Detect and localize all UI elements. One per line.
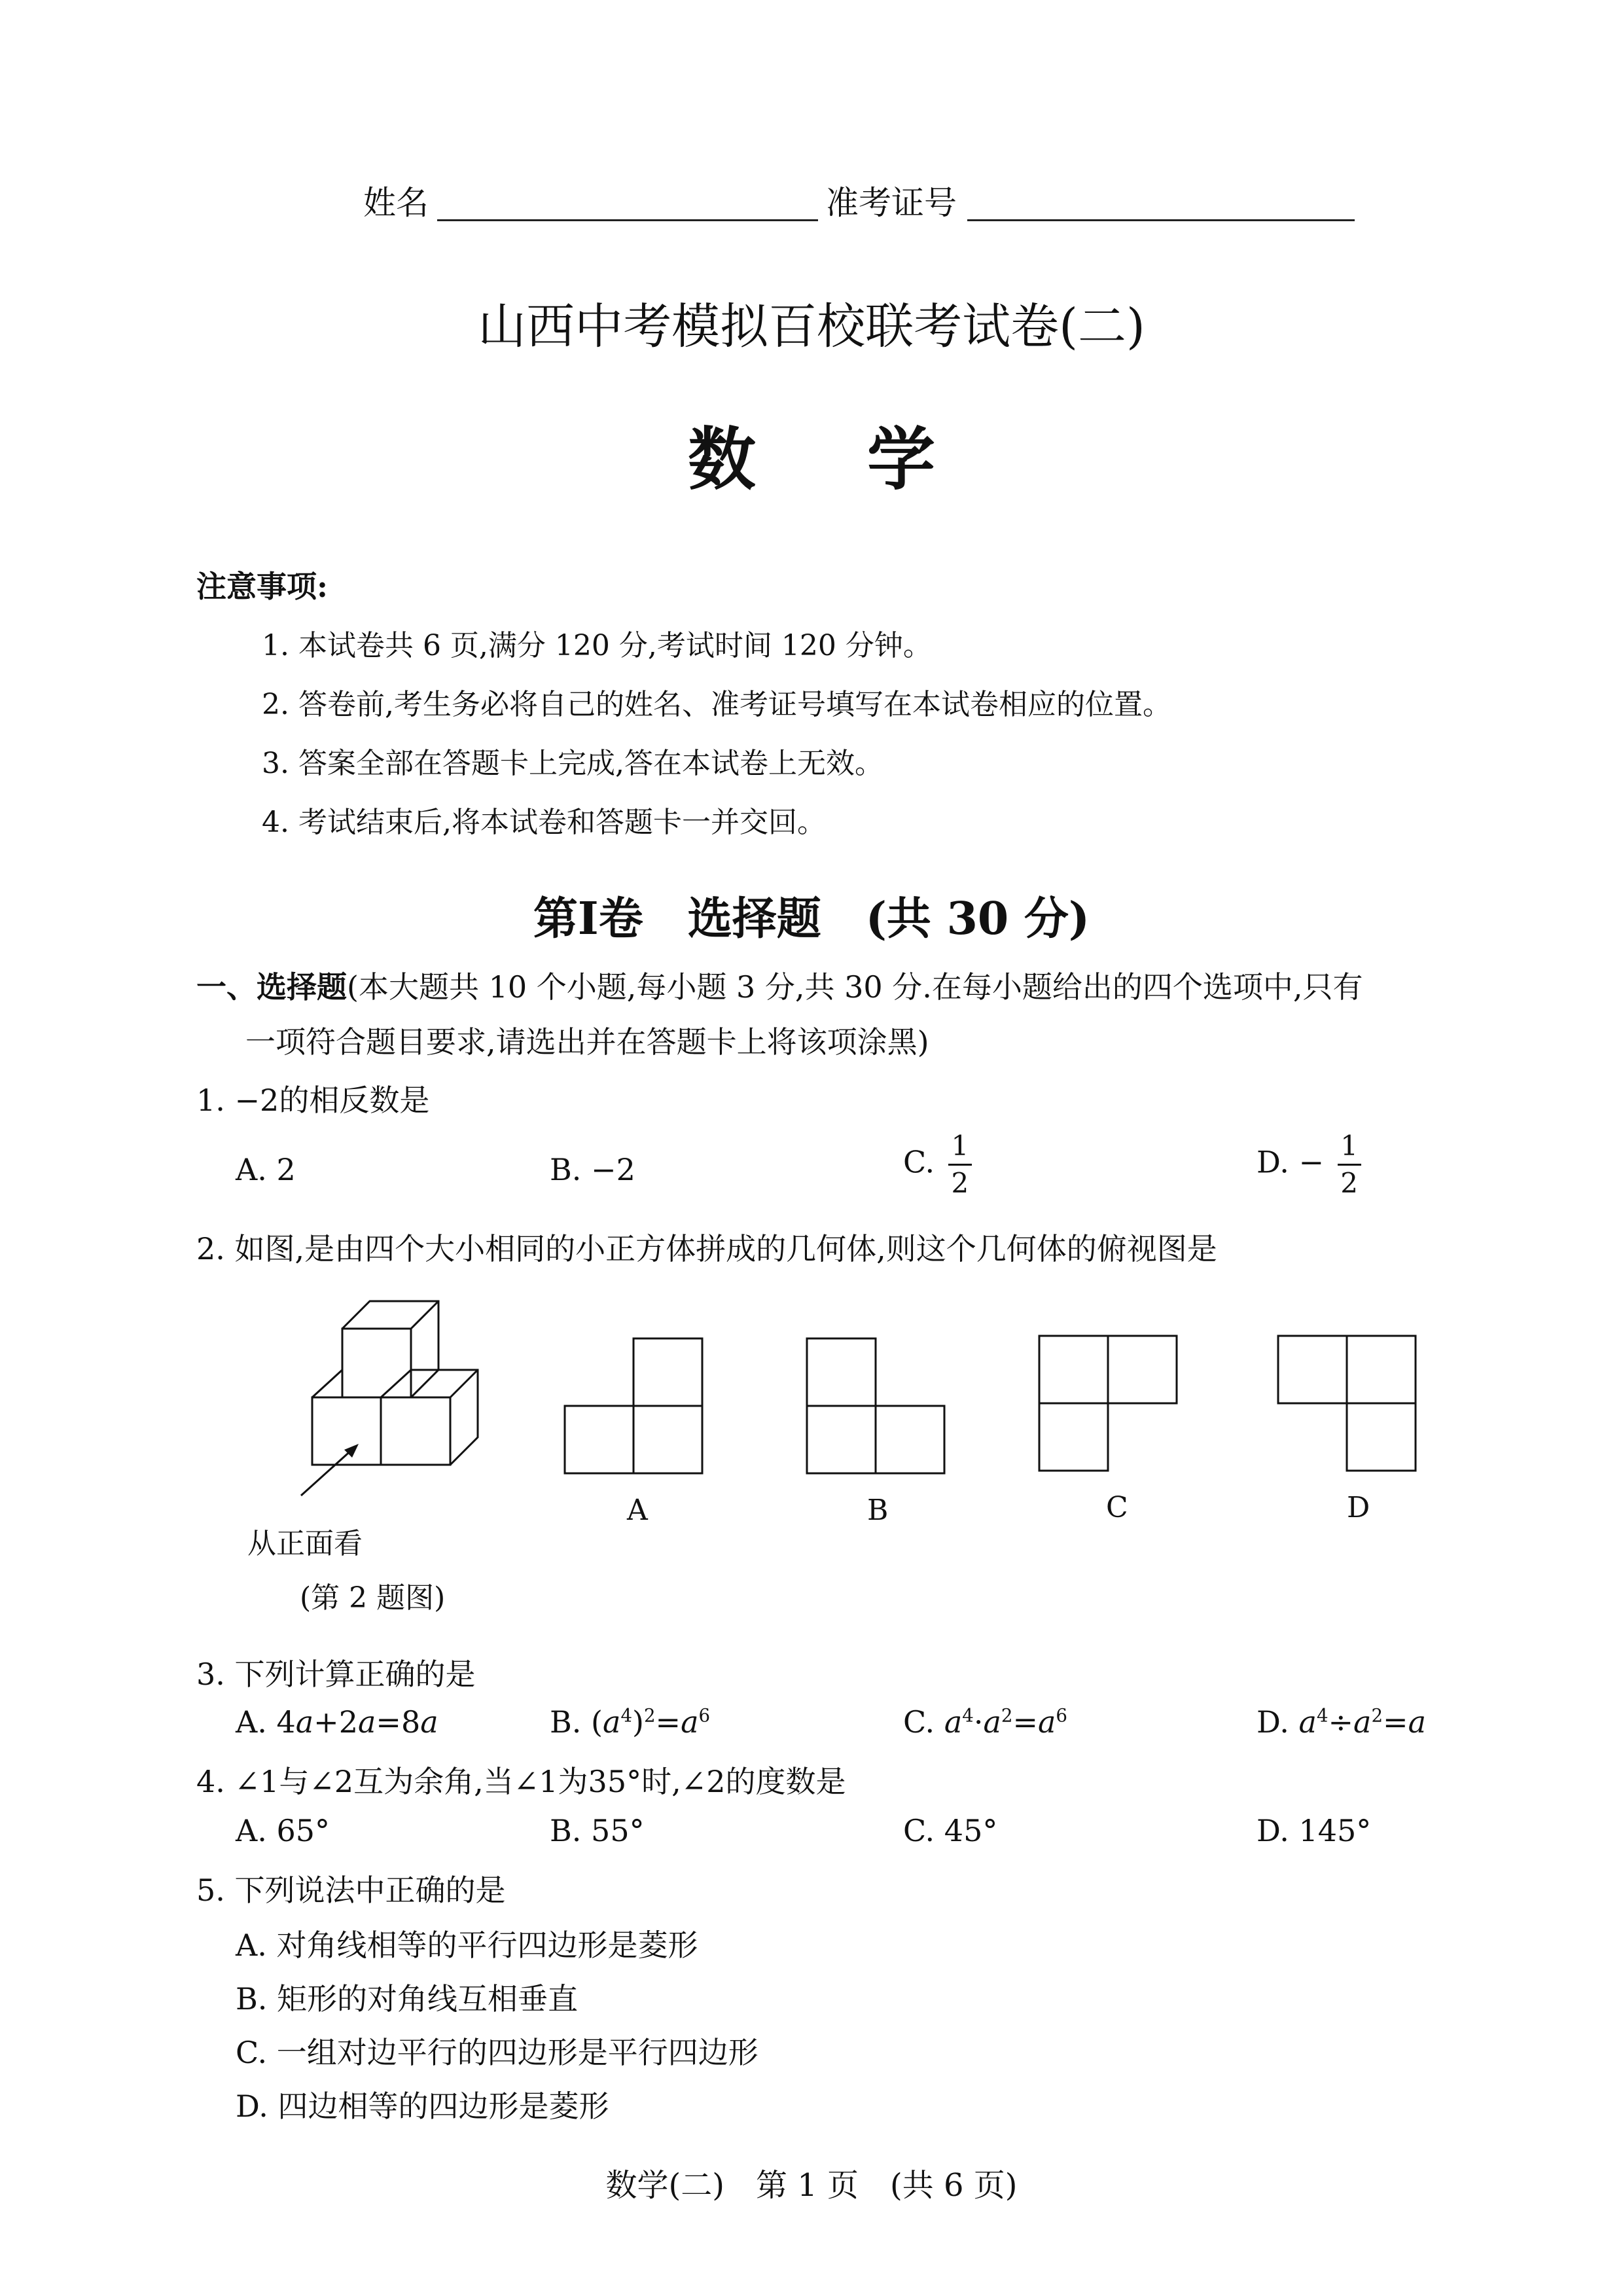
- q1-option-c-fraction: [948, 1131, 972, 1198]
- q5-option-c: C. 一组对边平行的四边形是平行四边形: [236, 2035, 758, 2070]
- notice-item: 2. 答卷前,考生务必将自己的姓名、准考证号填写在本试卷相应的位置。: [262, 688, 1171, 721]
- section-title: 第Ⅰ卷 选择题 (共 30 分): [533, 893, 1090, 945]
- q5-option-d: D. 四边相等的四边形是菱形: [236, 2089, 609, 2124]
- q1-option-d-fraction: [1338, 1131, 1361, 1198]
- q2-option-a-figure: [563, 1335, 707, 1479]
- q1-option-d: [1257, 1131, 1361, 1198]
- q3-stem: 3. 下列计算正确的是: [196, 1657, 476, 1692]
- fraction-numerator: 1: [951, 1130, 969, 1162]
- q5-option-a: A. 对角线相等的平行四边形是菱形: [236, 1928, 698, 1963]
- q2-option-b-figure: [805, 1335, 949, 1479]
- notice-item: 1. 本试卷共 6 页,满分 120 分,考试时间 120 分钟。: [262, 629, 932, 662]
- q1-option-c-prefix: C.: [903, 1144, 935, 1180]
- q5-option-b: B. 矩形的对角线互相垂直: [236, 1981, 579, 2017]
- notice-item: 4. 考试结束后,将本试卷和答题卡一并交回。: [262, 806, 826, 839]
- fraction-denominator: 2: [951, 1167, 969, 1200]
- q1-option-a: A. 2: [236, 1152, 296, 1187]
- q4-stem: 4. ∠1与∠2互为余角,当∠1为35°时,∠2的度数是: [196, 1764, 846, 1799]
- q4-option-a: A. 65°: [236, 1813, 330, 1848]
- q2-cube-figure: [288, 1289, 510, 1505]
- q1-stem: 1. −2的相反数是: [196, 1083, 430, 1118]
- q1-option-d-prefix: D. −: [1257, 1144, 1325, 1180]
- notice-item: 3. 答案全部在答题卡上完成,答在本试卷上无效。: [262, 747, 883, 780]
- subject-title: 数学: [687, 419, 1046, 499]
- q3-option-a: A. 4a+2a=8a: [236, 1704, 438, 1740]
- q2-option-d-label: D: [1347, 1491, 1370, 1524]
- exam-id-label: 准考证号: [826, 184, 957, 222]
- section-intro-bold: 一、选择题: [196, 969, 347, 1005]
- q4-option-d: D. 145°: [1257, 1813, 1372, 1848]
- notice-heading: 注意事项:: [196, 569, 328, 604]
- section-intro-line1: (本大题共 10 个小题,每小题 3 分,共 30 分.在每小题给出的四个选项中,只有: [347, 969, 1363, 1005]
- section-intro: [196, 963, 1363, 1007]
- q5-stem: 5. 下列说法中正确的是: [196, 1873, 506, 1908]
- q2-option-c-label: C: [1106, 1491, 1128, 1524]
- q4-option-b: B. 55°: [550, 1813, 645, 1848]
- exam-title: 山西中考模拟百校联考试卷(二): [478, 298, 1145, 355]
- fraction-denominator: 2: [1340, 1167, 1359, 1200]
- q2-option-a-label: A: [627, 1494, 648, 1527]
- exam-id-blank[interactable]: [967, 219, 1355, 221]
- q3-option-d: D. $a^4\div a^2=a$: [1257, 1704, 1427, 1740]
- name-label: 姓名: [363, 184, 429, 222]
- section-intro-line2: 一项符合题目要求,请选出并在答题卡上将该项涂黑): [245, 1024, 929, 1060]
- q1-option-c: [903, 1131, 972, 1198]
- page-footer: 数学(二) 第 1 页 (共 6 页): [605, 2167, 1018, 2204]
- q3-option-b: B. $(a^4)^2=a^6$: [550, 1704, 711, 1740]
- q1-option-b: B. −2: [550, 1152, 635, 1187]
- q2-option-b-label: B: [867, 1494, 889, 1527]
- q4-option-c: C. 45°: [903, 1813, 998, 1848]
- name-blank[interactable]: [437, 219, 818, 221]
- q3-option-c: C. $a^4\cdot a^2=a^6$: [903, 1704, 1067, 1740]
- q2-option-c-figure: [1037, 1333, 1181, 1477]
- q2-figure-caption: (第 2 题图): [300, 1581, 446, 1615]
- fraction-numerator: 1: [1340, 1130, 1359, 1162]
- q2-option-d-figure: [1276, 1333, 1420, 1477]
- q2-stem: 2. 如图,是由四个大小相同的小正方体拼成的几何体,则这个几何体的俯视图是: [196, 1231, 1217, 1266]
- q2-view-direction-label: 从正面看: [247, 1527, 363, 1560]
